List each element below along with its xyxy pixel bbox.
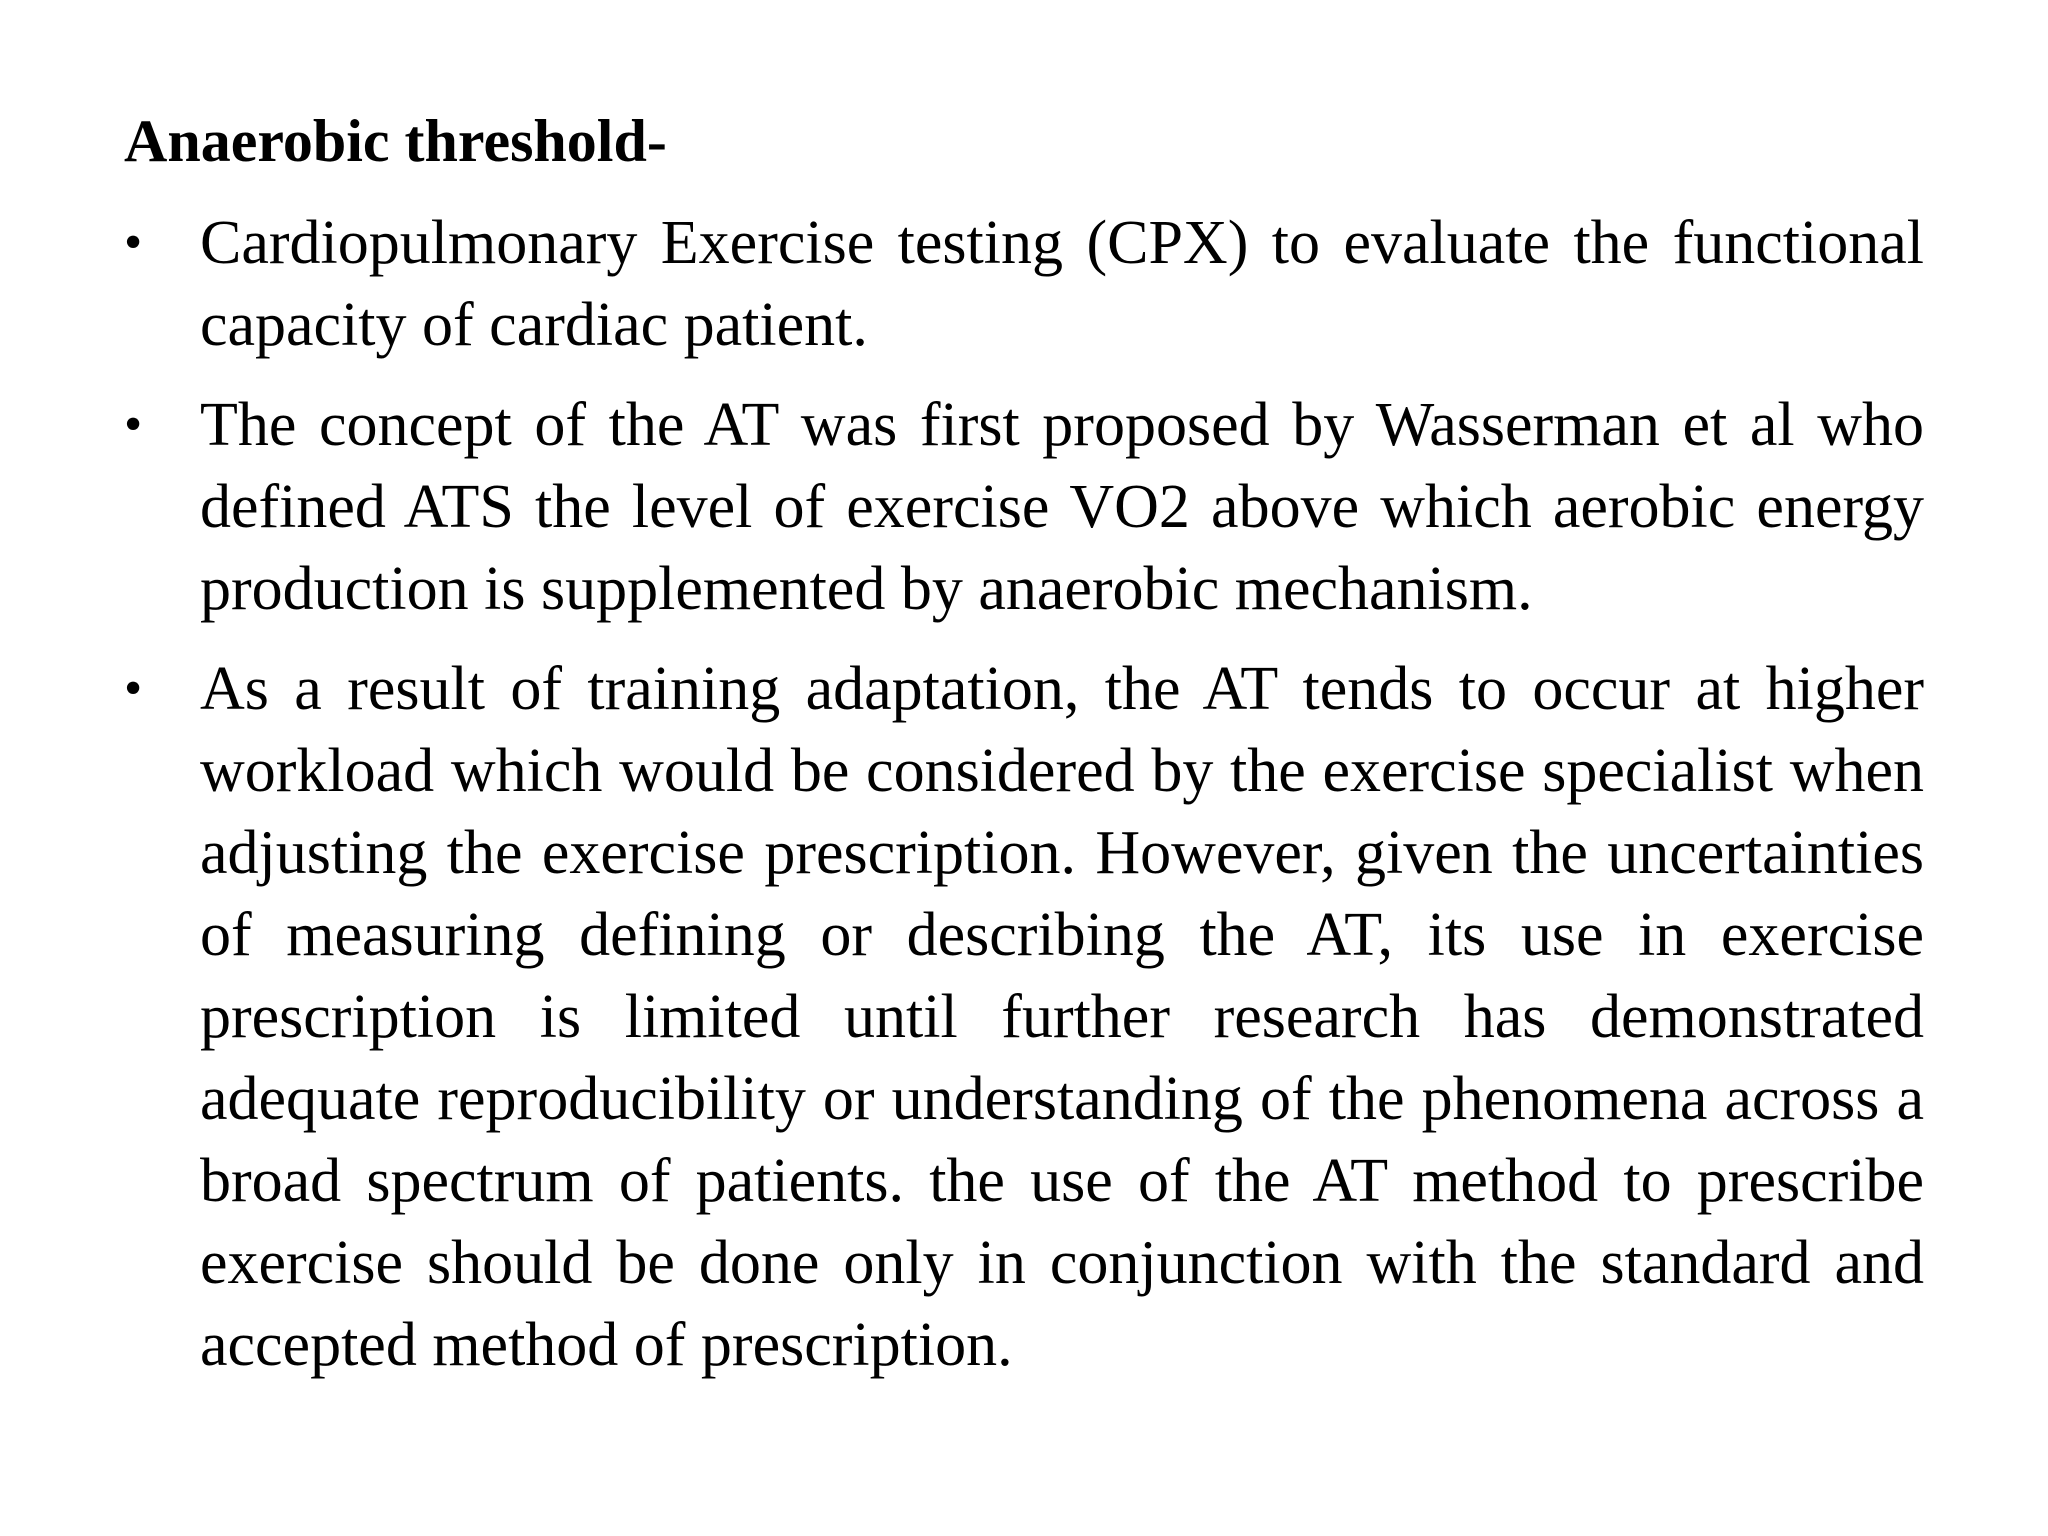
bullet-item: [124, 384, 1924, 630]
bullet-item: [124, 648, 1924, 1386]
bullet-text: The concept of the AT was first proposed by Wasserman et al who defined ATS the level of exercise VO2 above which aerobic energy production is supplemented by anaerobic mechanism.: [200, 391, 1924, 623]
bullet-marker: •: [124, 396, 143, 453]
bullet-item: [124, 202, 1924, 366]
bullet-text: As a result of training adaptation, the AT tends to occur at higher workload which would be considered by the exercise specialist when adjusting the exercise prescription. However, given the uncertainties of measuring defining or describing the AT, its use in exercise prescription is limited until further research has demonstrated adequate reproducibility or understanding of the phenomena across a broad spectrum of patients. the use of the AT method to prescribe exercise should be done only in conjunction with the standard and accepted method of prescription.: [200, 655, 1924, 1379]
bullet-marker: •: [124, 660, 143, 717]
slide-title: Anaerobic threshold-: [124, 108, 667, 174]
bullet-text: Cardiopulmonary Exercise testing (CPX) to evaluate the functional capacity of cardiac patient.: [200, 209, 1924, 359]
bullet-list: [124, 202, 1924, 1404]
bullet-marker: •: [124, 214, 143, 271]
